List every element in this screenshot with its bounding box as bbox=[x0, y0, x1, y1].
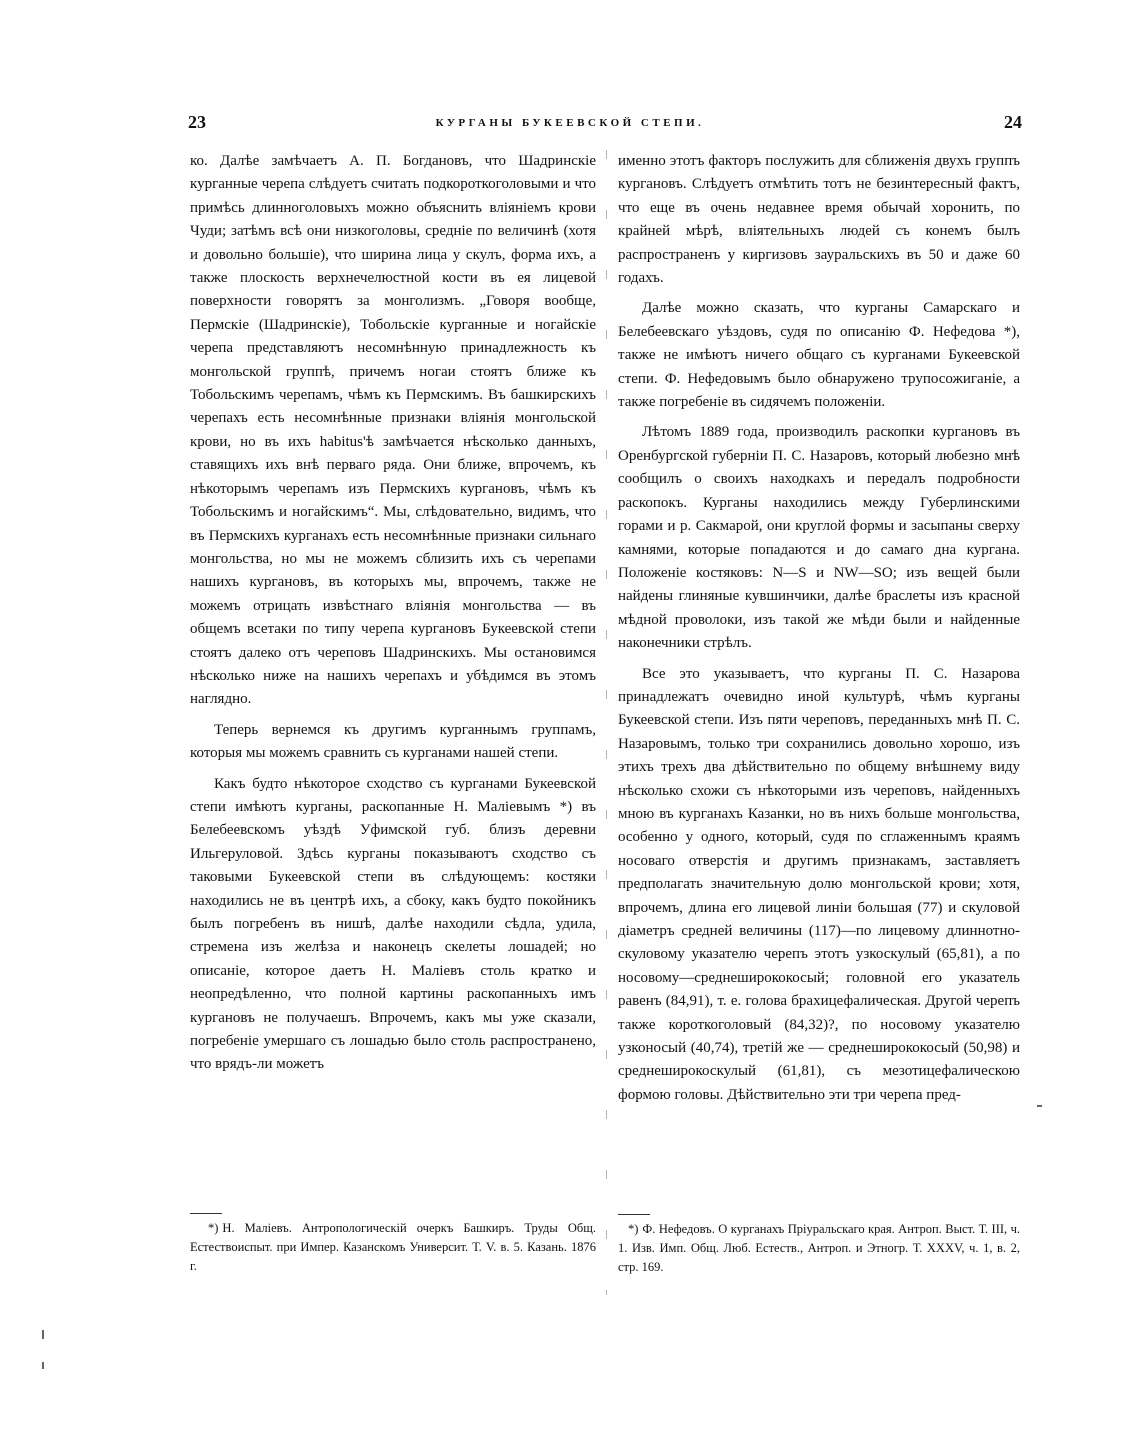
paragraph: Теперь вернемся къ другимъ курганнымъ группамъ, которыя мы можемъ сравнить съ курганами нашей степи. bbox=[190, 721, 596, 762]
scan-speck bbox=[1037, 1105, 1042, 1107]
scan-speck bbox=[42, 1362, 44, 1369]
footnote-text: Н. Маліевъ. Антропологическій очеркъ Башкиръ. Труды Общ. Естествоиспыт. при Импер. Казанскомъ Университ. Т. V. в. 5. Казань. 1876 г. bbox=[190, 1221, 596, 1273]
footnote-mark: *) bbox=[628, 1222, 639, 1236]
right-column bbox=[618, 150, 1020, 1114]
paragraph: именно этотъ факторъ послужить для сближенія двухъ группъ кургановъ. Слѣдуетъ отмѣтить тотъ не безинтересный фактъ, что еще въ очень недавнее время обычай хоронить, по крайней мѣрѣ, вліятельныхъ людей съ конемъ былъ распространенъ у киргизовъ зауральскихъ въ 50 и даже 60 годахъ. bbox=[618, 153, 1020, 287]
footnote-rule-right bbox=[618, 1214, 650, 1215]
page-number-left: 23 bbox=[188, 112, 206, 132]
running-title: КУРГАНЫ БУКЕЕВСКОЙ СТЕПИ. bbox=[435, 117, 705, 129]
paragraph: ко. Далѣе замѣчаетъ А. П. Богдановъ, что Шадринскіе курганные черепа слѣдуетъ считать подкороткоголовыми и что примѣсь длинноголовыхъ можно объяснить вліяніемъ крови Чуди; затѣмъ всѣ они низкоголовы, средніе по величинѣ (хотя и довольно большіе), что ширина лица у скулъ, форма ихъ, а также плоскость верхнечелюстной кости въ ея лицевой поверхности говорятъ за монголизмъ. „Говоря вообще, Пермскіе (Шадринскіе), Тобольскіе курганные и ногайскіе черепа представляютъ несомнѣнную принадлежность къ монгольской группѣ, причемъ ногаи стоятъ ближе къ Тобольскимъ черепамъ, чѣмъ къ Пермскимъ. Въ башкирскихъ черепахъ есть несомнѣнные признаки вліянія монгольской крови, но въ ихъ habitus'ѣ замѣчается нѣсколько данныхъ, ставящихъ ихъ внѣ перваго ряда. Они ближе, впрочемъ, къ нѣкоторымъ черепамъ изъ Пермскихъ кургановъ, чѣмъ къ Тобольскимъ и ногайскимъ“. Мы, слѣдовательно, видимъ, что въ Пермскихъ курганахъ есть несомнѣнные признаки сильнаго монгольства, но мы не можемъ сблизить ихъ съ черепами нашихъ кургановъ, въ которыхъ мы, впрочемъ, также не можемъ отрицать извѣстнаго вліянія монгольства — въ общемъ всетаки по типу черепа кургановъ Букеевской степи стоятъ далеко отъ череповъ Шадринскихъ. Мы остановимся нѣсколько ниже на нашихъ черепахъ и убѣдимся въ этомъ наглядно. bbox=[190, 153, 596, 708]
paragraph: Далѣе можно сказать, что курганы Самарскаго и Белебеевскаго уѣздовъ, судя по описанію Ф. Нефедова *), также не имѣютъ ничего общаго съ курганами Букеевской степи. Ф. Нефедовымъ было обнаружено трупосожиганіе, а также погребеніе въ сидячемъ положеніи. bbox=[618, 300, 1020, 411]
footnote-text: Ф. Нефедовъ. О курганахъ Пріуральскаго края. Антроп. Выст. Т. III, ч. 1. Изв. Имп. Общ. Люб. Естеств., Антроп. и Этногр. Т. XXXV, ч. 1, в. 2, стр. 169. bbox=[618, 1222, 1020, 1274]
paragraph: Лѣтомъ 1889 года, производилъ раскопки кургановъ въ Оренбургской губерніи П. С. Назаровъ, который любезно мнѣ сообщилъ о своихъ находкахъ и передалъ подробности раскопокъ. Курганы находились между Губерлинскими горами и р. Сакмарой, они круглой формы и засыпаны сверху камнями, которые попадаются и до самаго дна кургана. Положеніе костяковъ: N—S и NW—SO; изъ вещей были найдены глиняные кувшинчики, далѣе браслеты изъ красной мѣдной проволоки, изъ такой же мѣди были и найденные наконечники стрѣлъ. bbox=[618, 424, 1020, 652]
footnote-left bbox=[190, 1219, 596, 1276]
footnote-mark: *) bbox=[208, 1221, 219, 1235]
paragraph: Все это указываетъ, что курганы П. С. Назарова принадлежатъ очевидно иной культурѣ, чѣмъ курганы Букеевской степи. Изъ пяти череповъ, переданныхъ мнѣ П. С. Назаровымъ, только три сохранились довольно хорошо, изъ этихъ трехъ два дѣйствительно по общему внѣшнему виду нѣсколько схожи съ нѣкоторыми изъ череповъ, найденныхъ мною въ курганахъ Казанки, но въ нихъ больше монгольства, особенно у одного, который, судя по сглаженнымъ краямъ носоваго отверстія и другимъ признакамъ, заставляетъ предполагать значительную долю монгольской крови; хотя, впрочемъ, длина его лицевой линіи большая (77) и скуловой діаметръ средней величины (117)—по лицевому длиннотно-скуловому указателю черепъ этотъ узкоскулый (65,81), а по носовому—среднеширококосый; головной его указатель равенъ (84,91), т. е. голова брахицефалическая. Другой черепъ также короткоголовый (84,32)?, по носовому указателю узконосый (40,74), третій же — среднеширококосый (50,98) и среднеширокоскулый (61,81), съ мезотицефалическою формою головы. Дѣйствительно эти три черепа пред- bbox=[618, 665, 1020, 1103]
paragraph: Какъ будто нѣкоторое сходство съ курганами Букеевской степи имѣютъ курганы, раскопанные Н. Маліевымъ *) въ Белебеевскомъ уѣздѣ Уфимской губ. близъ деревни Ильгеруловой. Здѣсь курганы показываютъ сходство съ таковыми Букеевской степи въ слѣдующемъ: костяки находились не въ центрѣ ихъ, а сбоку, какъ будто покойникъ былъ погребенъ въ нишѣ, далѣе находили сѣдла, удила, стремена изъ желѣза и наконецъ скелеты лошадей; но описаніе, которое даетъ Н. Маліевъ столь кратко и неопредѣленно, что полной картины раскопанныхъ имъ кургановъ не получаешъ. Впрочемъ, какъ мы уже сказали, погребеніе умершаго съ лошадью было столь распространено, что врядъ-ли можетъ bbox=[190, 775, 596, 1073]
scan-speck bbox=[42, 1330, 44, 1339]
footnote-rule-left bbox=[190, 1213, 222, 1214]
left-column bbox=[190, 150, 596, 1084]
page-number-right: 24 bbox=[1004, 112, 1022, 132]
column-gutter-rule bbox=[606, 150, 607, 1295]
footnote-right bbox=[618, 1220, 1020, 1277]
